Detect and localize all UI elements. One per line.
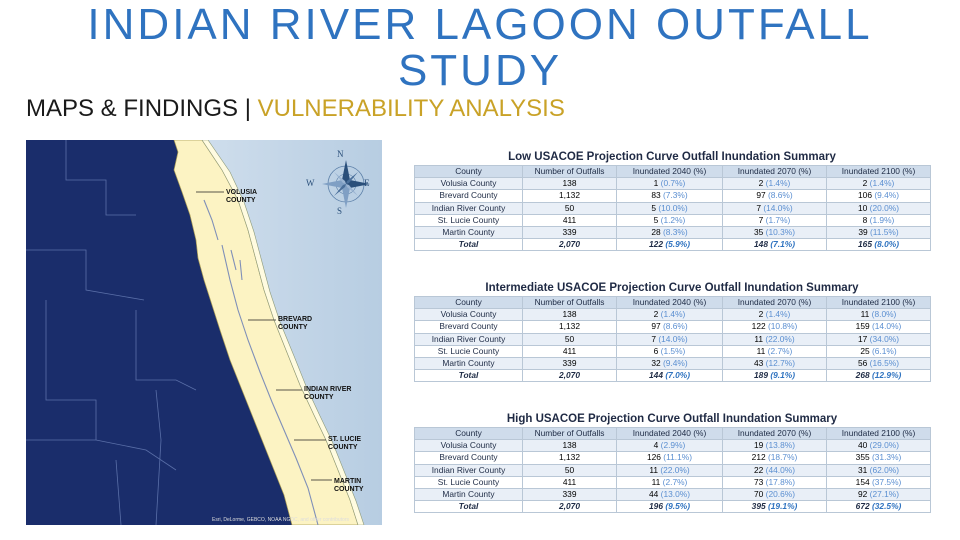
map-credit: Esri, DeLorme, GEBCO, NOAA NGDC, and other contributors — [212, 517, 349, 523]
county-cell: St. Lucie County — [415, 476, 523, 488]
table-row — [415, 309, 931, 321]
map-label-martin: MARTIN COUNTY — [334, 478, 364, 493]
cell-2040: 28 (8.3%) — [617, 226, 723, 238]
table-row — [415, 357, 931, 369]
outfalls-cell: 411 — [523, 345, 617, 357]
cell-2100: 2 (1.4%) — [827, 178, 931, 190]
column-header: Inundated 2100 (%) — [827, 428, 931, 440]
table-title: Low USACOE Projection Curve Outfall Inundation Summary — [508, 151, 836, 163]
subtitle-prefix: MAPS & FINDINGS | — [26, 95, 258, 122]
subtitle-highlight: VULNERABILITY ANALYSIS — [257, 95, 565, 122]
outfalls-cell: 138 — [523, 309, 617, 321]
cell-2100: 92 (27.1%) — [827, 488, 931, 500]
outfalls-cell: 339 — [523, 488, 617, 500]
high-projection-summary — [414, 411, 930, 513]
county-cell: St. Lucie County — [415, 214, 523, 226]
map-label-brevard: BREVARD COUNTY — [278, 316, 313, 331]
outfalls-cell: 1,132 — [523, 452, 617, 464]
low-projection-summary — [414, 149, 930, 251]
cell-2040: 44 (13.0%) — [617, 488, 723, 500]
table-row — [415, 214, 931, 226]
county-cell: Volusia County — [415, 309, 523, 321]
study-area-map — [26, 140, 382, 525]
table-title: Intermediate USACOE Projection Curve Outfall Inundation Summary — [485, 282, 859, 294]
table-row — [415, 178, 931, 190]
table-header-row — [415, 166, 931, 178]
summary-table — [414, 296, 931, 382]
summary-table — [414, 427, 931, 513]
page-title — [0, 2, 960, 94]
cell-2070: 70 (20.6%) — [723, 488, 827, 500]
compass-w-label: W — [306, 178, 315, 188]
cell-2040: 126 (11.1%) — [617, 452, 723, 464]
cell-2100: 31 (62.0%) — [827, 464, 931, 476]
table-row — [415, 488, 931, 500]
cell-2070: 395 (19.1%) — [723, 501, 827, 513]
cell-2070: 7 (14.0%) — [723, 202, 827, 214]
county-cell: Martin County — [415, 357, 523, 369]
cell-2100: 8 (1.9%) — [827, 214, 931, 226]
cell-2070: 11 (2.7%) — [723, 345, 827, 357]
cell-2040: 5 (1.2%) — [617, 214, 723, 226]
county-cell: Indian River County — [415, 464, 523, 476]
outfalls-cell: 339 — [523, 226, 617, 238]
table-row — [415, 476, 931, 488]
cell-2070: 43 (12.7%) — [723, 357, 827, 369]
column-header: Number of Outfalls — [523, 297, 617, 309]
cell-2100: 165 (8.0%) — [827, 239, 931, 251]
cell-2070: 7 (1.7%) — [723, 214, 827, 226]
total-row — [415, 501, 931, 513]
county-cell: Total — [415, 239, 523, 251]
map-graphic — [26, 140, 382, 525]
cell-2100: 11 (8.0%) — [827, 309, 931, 321]
county-cell: St. Lucie County — [415, 345, 523, 357]
cell-2040: 144 (7.0%) — [617, 370, 723, 382]
county-cell: Martin County — [415, 488, 523, 500]
outfalls-cell: 50 — [523, 464, 617, 476]
cell-2100: 268 (12.9%) — [827, 370, 931, 382]
column-header: Inundated 2100 (%) — [827, 166, 931, 178]
outfalls-cell: 50 — [523, 202, 617, 214]
summary-table — [414, 165, 931, 251]
cell-2040: 11 (22.0%) — [617, 464, 723, 476]
outfalls-cell: 2,070 — [523, 370, 617, 382]
table-row — [415, 464, 931, 476]
cell-2070: 2 (1.4%) — [723, 309, 827, 321]
cell-2100: 355 (31.3%) — [827, 452, 931, 464]
county-cell: Volusia County — [415, 178, 523, 190]
county-cell: Total — [415, 370, 523, 382]
cell-2100: 106 (9.4%) — [827, 190, 931, 202]
cell-2040: 196 (9.5%) — [617, 501, 723, 513]
table-row — [415, 452, 931, 464]
total-row — [415, 239, 931, 251]
column-header: County — [415, 297, 523, 309]
cell-2070: 212 (18.7%) — [723, 452, 827, 464]
cell-2040: 122 (5.9%) — [617, 239, 723, 251]
cell-2100: 56 (16.5%) — [827, 357, 931, 369]
county-cell: Brevard County — [415, 321, 523, 333]
cell-2070: 122 (10.8%) — [723, 321, 827, 333]
table-row — [415, 345, 931, 357]
map-label-volusia: VOLUSIA COUNTY — [226, 189, 258, 204]
county-cell: Martin County — [415, 226, 523, 238]
column-header: Inundated 2070 (%) — [723, 297, 827, 309]
county-cell: Indian River County — [415, 202, 523, 214]
cell-2100: 17 (34.0%) — [827, 333, 931, 345]
outfalls-cell: 411 — [523, 214, 617, 226]
cell-2040: 97 (8.6%) — [617, 321, 723, 333]
cell-2100: 40 (29.0%) — [827, 440, 931, 452]
cell-2040: 83 (7.3%) — [617, 190, 723, 202]
cell-2100: 672 (32.5%) — [827, 501, 931, 513]
table-row — [415, 226, 931, 238]
table-header-row — [415, 297, 931, 309]
table-row — [415, 202, 931, 214]
county-cell: Volusia County — [415, 440, 523, 452]
compass-n-label: N — [337, 149, 344, 159]
cell-2040: 6 (1.5%) — [617, 345, 723, 357]
cell-2070: 2 (1.4%) — [723, 178, 827, 190]
cell-2040: 1 (0.7%) — [617, 178, 723, 190]
cell-2100: 10 (20.0%) — [827, 202, 931, 214]
outfalls-cell: 50 — [523, 333, 617, 345]
cell-2040: 4 (2.9%) — [617, 440, 723, 452]
column-header: Number of Outfalls — [523, 166, 617, 178]
cell-2040: 7 (14.0%) — [617, 333, 723, 345]
outfalls-cell: 138 — [523, 440, 617, 452]
county-cell: Brevard County — [415, 190, 523, 202]
column-header: Inundated 2070 (%) — [723, 166, 827, 178]
county-cell: Brevard County — [415, 452, 523, 464]
map-label-indian-river: INDIAN RIVER COUNTY — [304, 386, 352, 401]
outfalls-cell: 411 — [523, 476, 617, 488]
table-row — [415, 321, 931, 333]
table-row — [415, 333, 931, 345]
cell-2100: 25 (6.1%) — [827, 345, 931, 357]
compass-e-label: E — [364, 178, 370, 188]
cell-2100: 159 (14.0%) — [827, 321, 931, 333]
column-header: Number of Outfalls — [523, 428, 617, 440]
cell-2070: 148 (7.1%) — [723, 239, 827, 251]
column-header: County — [415, 428, 523, 440]
table-row — [415, 440, 931, 452]
intermediate-projection-summary — [414, 280, 930, 382]
column-header: County — [415, 166, 523, 178]
cell-2040: 5 (10.0%) — [617, 202, 723, 214]
total-row — [415, 370, 931, 382]
cell-2070: 189 (9.1%) — [723, 370, 827, 382]
outfalls-cell: 2,070 — [523, 239, 617, 251]
cell-2070: 19 (13.8%) — [723, 440, 827, 452]
outfalls-cell: 339 — [523, 357, 617, 369]
cell-2100: 154 (37.5%) — [827, 476, 931, 488]
page-subtitle — [26, 95, 565, 123]
outfalls-cell: 1,132 — [523, 321, 617, 333]
cell-2070: 73 (17.8%) — [723, 476, 827, 488]
outfalls-cell: 2,070 — [523, 501, 617, 513]
column-header: Inundated 2040 (%) — [617, 297, 723, 309]
map-label-st-lucie: ST. LUCIE COUNTY — [328, 436, 362, 451]
outfalls-cell: 1,132 — [523, 190, 617, 202]
cell-2070: 35 (10.3%) — [723, 226, 827, 238]
cell-2100: 39 (11.5%) — [827, 226, 931, 238]
column-header: Inundated 2040 (%) — [617, 428, 723, 440]
cell-2070: 22 (44.0%) — [723, 464, 827, 476]
page-title-line2: STUDY — [397, 46, 563, 95]
table-header-row — [415, 428, 931, 440]
county-cell: Indian River County — [415, 333, 523, 345]
column-header: Inundated 2100 (%) — [827, 297, 931, 309]
cell-2040: 32 (9.4%) — [617, 357, 723, 369]
cell-2040: 2 (1.4%) — [617, 309, 723, 321]
outfalls-cell: 138 — [523, 178, 617, 190]
table-row — [415, 190, 931, 202]
page-title-line1: INDIAN RIVER LAGOON OUTFALL — [87, 0, 873, 49]
column-header: Inundated 2070 (%) — [723, 428, 827, 440]
cell-2070: 97 (8.6%) — [723, 190, 827, 202]
table-title: High USACOE Projection Curve Outfall Inundation Summary — [506, 413, 838, 425]
cell-2040: 11 (2.7%) — [617, 476, 723, 488]
column-header: Inundated 2040 (%) — [617, 166, 723, 178]
compass-s-label: S — [337, 206, 343, 216]
cell-2070: 11 (22.0%) — [723, 333, 827, 345]
county-cell: Total — [415, 501, 523, 513]
